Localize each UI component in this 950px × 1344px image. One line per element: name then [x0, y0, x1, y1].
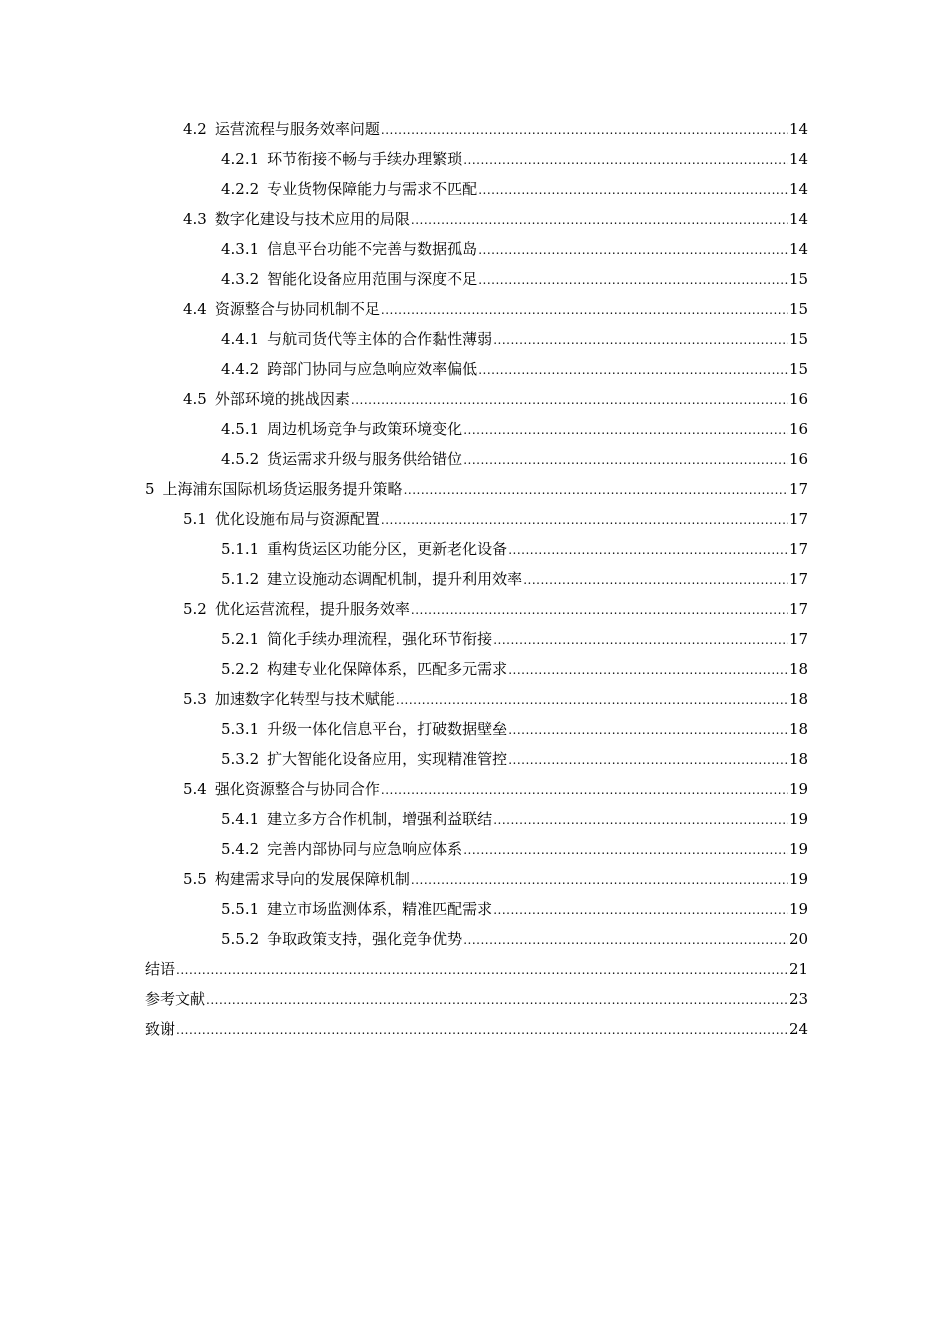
toc-leader-dots	[206, 985, 788, 1015]
toc-entry-page: 16	[789, 390, 809, 408]
toc-entry-page: 19	[789, 810, 809, 828]
toc-entry[interactable]	[0, 744, 950, 774]
toc-entry-title: 外部环境的挑战因素	[214, 390, 350, 408]
toc-entry-page: 14	[789, 210, 809, 228]
toc-entry-number: 4.4.2	[221, 360, 260, 378]
toc-entry[interactable]	[0, 984, 950, 1014]
toc-entry-number: 4.4.1	[221, 330, 260, 348]
toc-entry-title: 升级一体化信息平台，打破数据壁垒	[267, 720, 508, 738]
toc-entry-page: 19	[789, 870, 809, 888]
toc-entry-page: 18	[789, 690, 809, 708]
toc-entry-title: 致谢	[145, 1020, 176, 1038]
toc-entry-title: 周边机场竞争与政策环境变化	[267, 420, 463, 438]
toc-entry-title: 重构货运区功能分区，更新老化设备	[267, 540, 508, 558]
toc-entry-page: 18	[789, 750, 809, 768]
toc-leader-dots	[463, 145, 788, 175]
toc-entry-title: 参考文献	[145, 990, 206, 1008]
toc-leader-dots	[493, 895, 788, 925]
toc-entry-page: 23	[789, 990, 809, 1008]
toc-entry[interactable]	[0, 504, 950, 534]
toc-entry[interactable]	[0, 264, 950, 294]
toc-entry-page: 20	[789, 930, 809, 948]
toc-leader-dots	[478, 265, 788, 295]
toc-entry-number: 5.3	[183, 690, 207, 708]
toc-entry-number: 5.2	[183, 600, 207, 618]
toc-entry-title: 货运需求升级与服务供给错位	[267, 450, 463, 468]
toc-entry-page: 17	[789, 570, 809, 588]
toc-leader-dots	[478, 235, 788, 265]
toc-entry[interactable]	[0, 474, 950, 504]
toc-entry-page: 14	[789, 120, 809, 138]
toc-leader-dots	[493, 625, 788, 655]
toc-leader-dots	[493, 805, 788, 835]
toc-entry-number: 5.2.2	[221, 660, 260, 678]
toc-leader-dots	[381, 505, 788, 535]
toc-entry[interactable]	[0, 714, 950, 744]
toc-entry-number: 4.3.2	[221, 270, 260, 288]
toc-entry[interactable]	[0, 564, 950, 594]
toc-entry-title: 完善内部协同与应急响应体系	[267, 840, 463, 858]
toc-entry-page: 19	[789, 780, 809, 798]
toc-entry[interactable]	[0, 234, 950, 264]
toc-leader-dots	[351, 385, 788, 415]
toc-entry-title: 建立设施动态调配机制，提升利用效率	[267, 570, 523, 588]
toc-entry-page: 17	[789, 630, 809, 648]
toc-leader-dots	[381, 115, 788, 145]
toc-entry-title: 扩大智能化设备应用，实现精准管控	[267, 750, 508, 768]
toc-leader-dots	[508, 655, 788, 685]
toc-entry-title: 构建专业化保障体系，匹配多元需求	[267, 660, 508, 678]
toc-leader-dots	[493, 325, 788, 355]
toc-leader-dots	[478, 355, 788, 385]
toc-entry-title: 智能化设备应用范围与深度不足	[267, 270, 478, 288]
toc-leader-dots	[396, 685, 788, 715]
toc-entry[interactable]	[0, 1014, 950, 1044]
toc-entry-number: 4.2	[183, 120, 207, 138]
toc-entry-title: 简化手续办理流程，强化环节衔接	[267, 630, 493, 648]
toc-entry-title: 环节衔接不畅与手续办理繁琐	[267, 150, 463, 168]
toc-leader-dots	[463, 415, 788, 445]
toc-entry-page: 15	[789, 300, 809, 318]
toc-entry-title: 上海浦东国际机场货运服务提升策略	[162, 480, 403, 498]
toc-entry-title: 结语	[145, 960, 176, 978]
toc-entry-number: 4.5.1	[221, 420, 260, 438]
toc-entry-number: 5.4.2	[221, 840, 260, 858]
toc-entry-title: 构建需求导向的发展保障机制	[214, 870, 410, 888]
toc-entry-page: 14	[789, 180, 809, 198]
toc-leader-dots	[404, 475, 788, 505]
toc-entry-page: 24	[789, 1020, 809, 1038]
toc-entry-number: 4.5	[183, 390, 207, 408]
toc-entry-page: 18	[789, 660, 809, 678]
toc-entry[interactable]	[0, 114, 950, 144]
toc-leader-dots	[176, 1015, 788, 1045]
toc-entry-title: 优化设施布局与资源配置	[214, 510, 380, 528]
toc-leader-dots	[463, 445, 788, 475]
toc-entry-number: 5.1.2	[221, 570, 260, 588]
toc-entry-number: 5.2.1	[221, 630, 260, 648]
toc-entry[interactable]	[0, 804, 950, 834]
toc-entry-page: 16	[789, 450, 809, 468]
toc-entry[interactable]	[0, 534, 950, 564]
toc-leader-dots	[463, 925, 788, 955]
toc-entry-title: 运营流程与服务效率问题	[214, 120, 380, 138]
toc-entry-number: 4.3	[183, 210, 207, 228]
toc-entry[interactable]	[0, 174, 950, 204]
toc-entry[interactable]	[0, 354, 950, 384]
toc-entry[interactable]	[0, 594, 950, 624]
toc-entry[interactable]	[0, 294, 950, 324]
toc-entry-number: 5.4	[183, 780, 207, 798]
toc-leader-dots	[508, 715, 788, 745]
toc-entry-title: 跨部门协同与应急响应效率偏低	[267, 360, 478, 378]
toc-leader-dots	[411, 865, 788, 895]
toc-entry-title: 建立多方合作机制，增强利益联结	[267, 810, 493, 828]
toc-leader-dots	[508, 535, 788, 565]
toc-entry-page: 18	[789, 720, 809, 738]
toc-entry-page: 15	[789, 330, 809, 348]
toc-entry[interactable]	[0, 414, 950, 444]
toc-entry-number: 4.4	[183, 300, 207, 318]
toc-entry[interactable]	[0, 654, 950, 684]
toc-entry[interactable]	[0, 774, 950, 804]
toc-entry-page: 14	[789, 150, 809, 168]
toc-leader-dots	[523, 565, 788, 595]
toc-entry-number: 5.4.1	[221, 810, 260, 828]
toc-entry-number: 5.5.2	[221, 930, 260, 948]
toc-leader-dots	[411, 205, 788, 235]
toc-entry-page: 17	[789, 600, 809, 618]
toc-entry[interactable]	[0, 384, 950, 414]
toc-leader-dots	[176, 955, 788, 985]
toc-entry-title: 与航司货代等主体的合作黏性薄弱	[267, 330, 493, 348]
toc-entry-number: 4.3.1	[221, 240, 260, 258]
toc-entry-number: 5.1.1	[221, 540, 260, 558]
toc-leader-dots	[508, 745, 788, 775]
toc-entry-title: 信息平台功能不完善与数据孤岛	[267, 240, 478, 258]
toc-entry[interactable]	[0, 204, 950, 234]
toc-entry[interactable]	[0, 684, 950, 714]
table-of-contents	[0, 114, 950, 1044]
toc-entry-page: 21	[789, 960, 809, 978]
toc-entry-page: 14	[789, 240, 809, 258]
toc-entry-title: 强化资源整合与协同合作	[214, 780, 380, 798]
toc-entry-page: 17	[789, 540, 809, 558]
toc-leader-dots	[411, 595, 788, 625]
toc-entry[interactable]	[0, 444, 950, 474]
toc-entry-page: 17	[789, 510, 809, 528]
toc-entry-title: 优化运营流程，提升服务效率	[214, 600, 410, 618]
toc-entry-title: 资源整合与协同机制不足	[214, 300, 380, 318]
toc-entry-number: 5	[145, 480, 155, 498]
toc-entry-number: 5.1	[183, 510, 207, 528]
toc-leader-dots	[381, 775, 788, 805]
toc-entry-page: 15	[789, 360, 809, 378]
toc-entry-title: 加速数字化转型与技术赋能	[214, 690, 395, 708]
toc-entry-title: 建立市场监测体系，精准匹配需求	[267, 900, 493, 918]
toc-entry[interactable]	[0, 834, 950, 864]
toc-entry[interactable]	[0, 624, 950, 654]
toc-leader-dots	[381, 295, 788, 325]
toc-entry-number: 4.2.2	[221, 180, 260, 198]
toc-entry[interactable]	[0, 144, 950, 174]
toc-entry[interactable]	[0, 864, 950, 894]
toc-entry[interactable]	[0, 894, 950, 924]
toc-entry-title: 数字化建设与技术应用的局限	[214, 210, 410, 228]
toc-entry-page: 19	[789, 900, 809, 918]
toc-entry-page: 15	[789, 270, 809, 288]
toc-entry[interactable]	[0, 324, 950, 354]
toc-leader-dots	[478, 175, 788, 205]
toc-leader-dots	[463, 835, 788, 865]
toc-entry-number: 4.2.1	[221, 150, 260, 168]
toc-entry-title: 专业货物保障能力与需求不匹配	[267, 180, 478, 198]
toc-entry-title: 争取政策支持，强化竞争优势	[267, 930, 463, 948]
toc-entry-number: 4.5.2	[221, 450, 260, 468]
toc-entry[interactable]	[0, 924, 950, 954]
toc-entry[interactable]	[0, 954, 950, 984]
toc-entry-number: 5.5	[183, 870, 207, 888]
toc-entry-number: 5.3.2	[221, 750, 260, 768]
toc-entry-page: 19	[789, 840, 809, 858]
toc-entry-number: 5.3.1	[221, 720, 260, 738]
toc-entry-number: 5.5.1	[221, 900, 260, 918]
toc-entry-page: 17	[789, 480, 809, 498]
toc-entry-page: 16	[789, 420, 809, 438]
